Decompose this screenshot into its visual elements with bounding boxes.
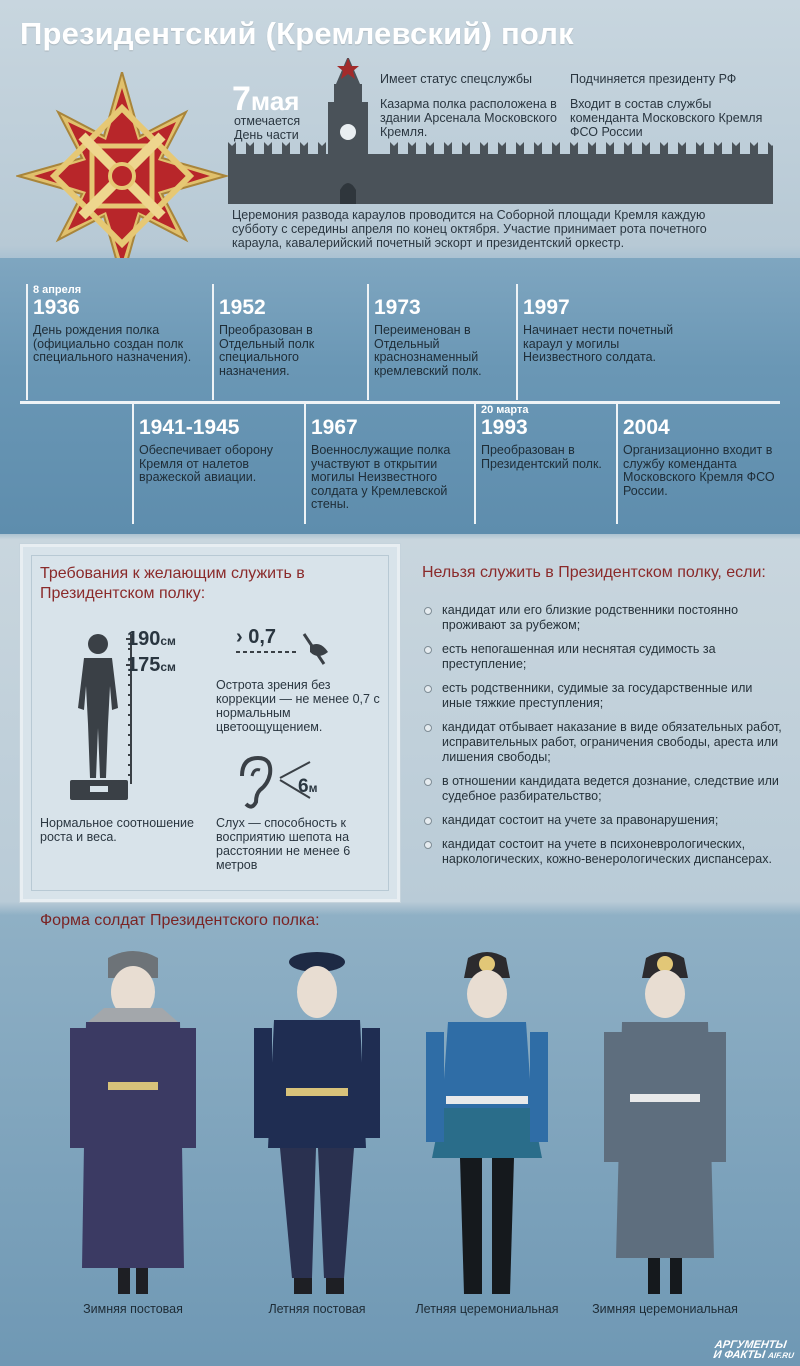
- timeline-event-1993: 20 марта 1993 Преобразован в Президентский полк.: [474, 404, 614, 524]
- info-barracks: Казарма полка расположена в здании Арсенала Московского Кремля.: [380, 97, 557, 139]
- timeline-event-1952: 1952 Преобразован в Отдельный полк специального назначения.: [212, 284, 362, 400]
- uniforms-title: Форма солдат Президентского полка:: [40, 912, 320, 929]
- list-item: кандидат отбывает наказание в виде обязательных работ, исправительных работ, ограничения свободы, ареста или лишения свободы;: [424, 720, 784, 765]
- ceremony-text: Церемония развода караулов проводится на Соборной площади Кремля каждую субботу с середины апреля по конец октября. Участие принимает рота почетного караула, кавалерийский почетный эскорт и президентский оркестр.: [232, 208, 707, 250]
- list-item: кандидат состоит на учете за правонарушения;: [424, 813, 784, 828]
- timeline-event-1997: 1997 Начинает нести почетный караул у могилы Неизвестного солдата.: [516, 284, 696, 400]
- hearing-value: 6м: [298, 776, 318, 797]
- ear-icon: [236, 756, 346, 812]
- anniversary-date: 7мая: [232, 80, 300, 118]
- info-special-status: Имеет статус спецслужбы: [380, 72, 533, 86]
- list-item: кандидат состоит на учете в психоневрологических, наркологических, кожно-венерологических диспансерах.: [424, 837, 784, 867]
- aif-logo: АРГУМЕНТЫ И ФАКТЫ AIF.RU: [712, 1339, 795, 1361]
- height-min: 175см: [127, 654, 176, 676]
- requirements-title: Требования к желающим служить в Президентском полку:: [40, 565, 305, 602]
- vision-note: Острота зрения без коррекции — не менее 0,7 с нормальным цветоощущением.: [216, 678, 380, 734]
- list-item: в отношении кандидата ведется дознание, следствие или судебное разбирательство;: [424, 774, 784, 804]
- prohibitions-title: Нельзя служить в Президентском полку, если:: [422, 564, 766, 581]
- info-service: Входит в состав службы коменданта Московского Кремля ФСО России: [570, 97, 763, 139]
- timeline-event-1936: 8 апреля 1936 День рождения полка (официально создан полк специального назначения).: [26, 284, 206, 400]
- height-max: 190см: [127, 628, 176, 650]
- page-title: Президентский (Кремлевский) полк: [20, 16, 574, 51]
- regiment-emblem: [16, 72, 228, 280]
- caption-winter-post: Зимняя постовая: [83, 1302, 183, 1316]
- vision-value: › 0,7: [236, 626, 277, 648]
- timeline-event-2004: 2004 Организационно входит в службу коменданта Московского Кремля ФСО России.: [616, 404, 786, 524]
- timeline-event-1941-1945: 1941-1945 Обеспечивает оборону Кремля от налетов вражеской авиации.: [132, 404, 300, 524]
- anniversary-caption: отмечается День части: [234, 114, 301, 142]
- list-item: есть непогашенная или неснятая судимость за преступление;: [424, 642, 784, 672]
- soldier-summer-ceremonial-illustration: [402, 948, 572, 1310]
- caption-summer-post: Летняя постовая: [268, 1302, 366, 1316]
- soldier-summer-post-illustration: [232, 948, 402, 1310]
- caption-winter-ceremonial: Зимняя церемониальная: [592, 1302, 738, 1316]
- soldier-winter-ceremonial-illustration: [580, 948, 750, 1310]
- prohibitions-list: [424, 603, 784, 876]
- timeline-event-1967: 1967 Военнослужащие полка участвуют в открытии могилы Неизвестного солдата у Кремлевской стены.: [304, 404, 464, 524]
- timeline-event-1973: 1973 Переименован в Отдельный краснознаменный кремлевский полк.: [367, 284, 507, 400]
- caption-summer-ceremonial: Летняя церемониальная: [415, 1302, 559, 1316]
- soldier-winter-post-illustration: [48, 948, 218, 1310]
- list-item: кандидат или его близкие родственники постоянно проживают за рубежом;: [424, 603, 784, 633]
- height-note: Нормальное соотношение роста и веса.: [40, 816, 194, 844]
- info-subordination: Подчиняется президенту РФ: [570, 72, 737, 86]
- hearing-note: Слух — способность к восприятию шепота на расстоянии не менее 6 метров: [216, 816, 351, 872]
- list-item: есть родственники, судимые за государственные или иные тяжкие преступления;: [424, 681, 784, 711]
